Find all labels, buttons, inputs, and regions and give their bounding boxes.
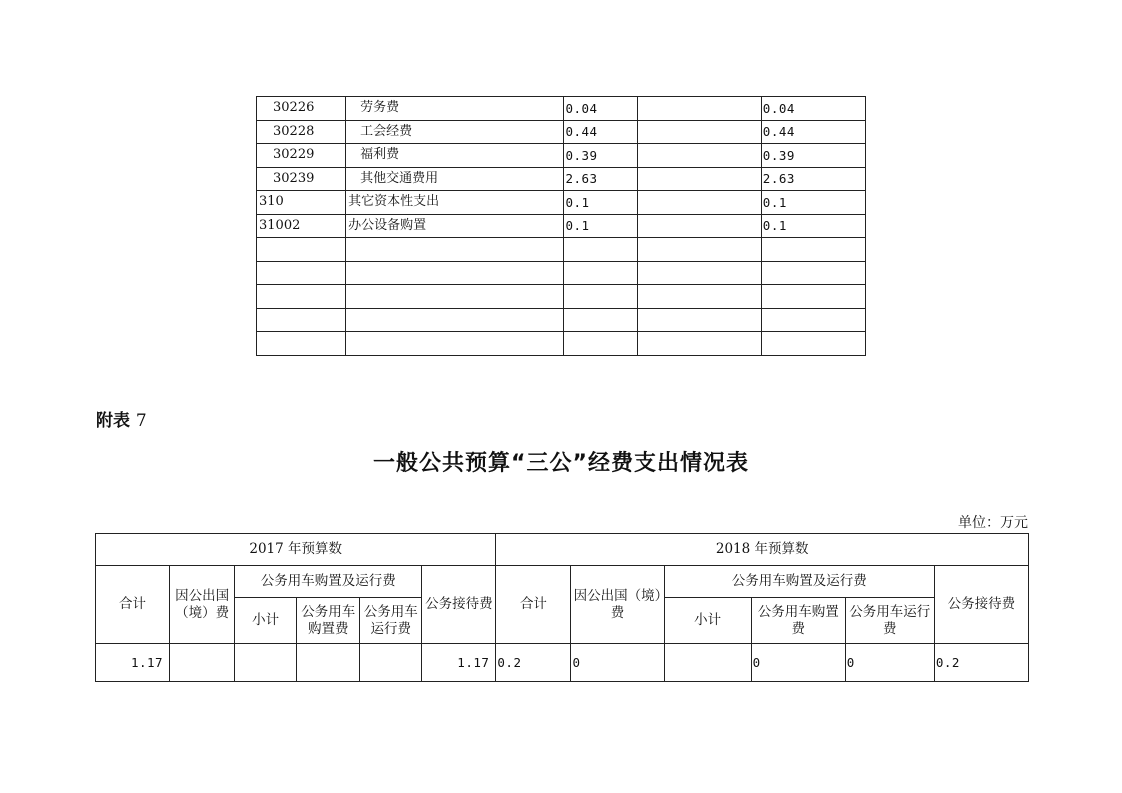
- cell-c: [761, 285, 865, 309]
- value-reception-2018: 0.2: [934, 644, 1028, 682]
- header-row-group: [96, 534, 1029, 566]
- cell-name: [346, 332, 564, 356]
- cell-b: [637, 191, 761, 215]
- header-operate-2018: 公务用车运行费: [845, 598, 934, 644]
- cell-a: [564, 308, 637, 332]
- cell-name: 其他交通费用: [346, 167, 564, 191]
- cell-a: [564, 332, 637, 356]
- page-title: 一般公共预算“三公”经费支出情况表: [373, 451, 749, 476]
- three-public-expense-table: [95, 533, 1029, 682]
- cell-code: 31002: [257, 214, 346, 238]
- cell-name: [346, 261, 564, 285]
- value-purchase-2017: [297, 644, 360, 682]
- cell-c: 0.44: [761, 120, 865, 144]
- header-vehicle-2017: 公务用车购置及运行费: [235, 566, 422, 598]
- value-abroad-2018: 0: [571, 644, 664, 682]
- header-total-2018: 合计: [496, 566, 571, 644]
- header-2017-budget: 2017 年预算数: [96, 534, 496, 566]
- cell-code: [257, 261, 346, 285]
- header-abroad-2017: 因公出国（境）费: [170, 566, 235, 644]
- header-vehicle-2018: 公务用车购置及运行费: [664, 566, 934, 598]
- cell-c: 0.1: [761, 214, 865, 238]
- cell-name: 工会经费: [346, 120, 564, 144]
- value-purchase-2018: 0: [751, 644, 845, 682]
- header-total-2017: 合计: [96, 566, 170, 644]
- cell-code: 30228: [257, 120, 346, 144]
- table-row: [257, 332, 866, 356]
- table-row: [257, 167, 866, 191]
- cell-name: 福利费: [346, 144, 564, 168]
- cell-name: [346, 238, 564, 262]
- cell-code: [257, 332, 346, 356]
- value-subtotal-2017: [235, 644, 297, 682]
- appendix-label-text: 附表: [96, 411, 130, 431]
- cell-c: 0.04: [761, 97, 865, 121]
- cell-a: 0.1: [564, 191, 637, 215]
- cell-b: [637, 144, 761, 168]
- cell-b: [637, 285, 761, 309]
- cell-name: 其它资本性支出: [346, 191, 564, 215]
- value-total-2018: 0.2: [496, 644, 571, 682]
- cell-code: [257, 285, 346, 309]
- cell-b: [637, 214, 761, 238]
- header-abroad-2018: 因公出国（境）费: [571, 566, 664, 644]
- cell-c: [761, 261, 865, 285]
- cell-c: 0.1: [761, 191, 865, 215]
- header-reception-2017: 公务接待费: [422, 566, 496, 644]
- cell-b: [637, 308, 761, 332]
- cell-name: 办公设备购置: [346, 214, 564, 238]
- cell-code: [257, 308, 346, 332]
- cell-a: 0.04: [564, 97, 637, 121]
- header-row-main: [96, 566, 1029, 598]
- cell-b: [637, 120, 761, 144]
- cell-c: 2.63: [761, 167, 865, 191]
- cell-a: 2.63: [564, 167, 637, 191]
- value-total-2017: 1.17: [96, 644, 170, 682]
- appendix-label: [96, 406, 147, 431]
- header-subtotal-2017: 小计: [235, 598, 297, 644]
- table-row: [257, 308, 866, 332]
- data-row: [96, 644, 1029, 682]
- table-row: [257, 191, 866, 215]
- cell-code: 30239: [257, 167, 346, 191]
- cell-b: [637, 167, 761, 191]
- value-operate-2018: 0: [845, 644, 934, 682]
- cell-name: [346, 285, 564, 309]
- cell-code: 30229: [257, 144, 346, 168]
- cell-name: 劳务费: [346, 97, 564, 121]
- cell-code: [257, 238, 346, 262]
- header-purchase-2018: 公务用车购置费: [751, 598, 845, 644]
- unit-label: 单位：万元: [958, 515, 1028, 531]
- cell-c: [761, 238, 865, 262]
- cell-c: 0.39: [761, 144, 865, 168]
- cell-a: [564, 261, 637, 285]
- cell-a: [564, 238, 637, 262]
- cell-b: [637, 332, 761, 356]
- header-2018-budget: 2018 年预算数: [496, 534, 1029, 566]
- table-row: [257, 97, 866, 121]
- cell-a: 0.39: [564, 144, 637, 168]
- value-operate-2017: [360, 644, 422, 682]
- cell-a: [564, 285, 637, 309]
- expense-detail-table: [256, 96, 866, 356]
- table-row: [257, 285, 866, 309]
- header-subtotal-2018: 小计: [664, 598, 751, 644]
- cell-code: 310: [257, 191, 346, 215]
- table-row: [257, 261, 866, 285]
- cell-name: [346, 308, 564, 332]
- table-row: [257, 120, 866, 144]
- table-row: [257, 144, 866, 168]
- cell-b: [637, 238, 761, 262]
- table-row: [257, 238, 866, 262]
- expense-detail-table-body: [257, 97, 866, 356]
- cell-b: [637, 261, 761, 285]
- header-purchase-2017: 公务用车购置费: [297, 598, 360, 644]
- value-subtotal-2018: [664, 644, 751, 682]
- cell-a: 0.44: [564, 120, 637, 144]
- cell-c: [761, 308, 865, 332]
- table-row: [257, 214, 866, 238]
- header-reception-2018: 公务接待费: [934, 566, 1028, 644]
- cell-c: [761, 332, 865, 356]
- cell-b: [637, 97, 761, 121]
- header-operate-2017: 公务用车运行费: [360, 598, 422, 644]
- value-abroad-2017: [170, 644, 235, 682]
- value-reception-2017: 1.17: [422, 644, 496, 682]
- cell-a: 0.1: [564, 214, 637, 238]
- appendix-number: 7: [135, 411, 147, 431]
- cell-code: 30226: [257, 97, 346, 121]
